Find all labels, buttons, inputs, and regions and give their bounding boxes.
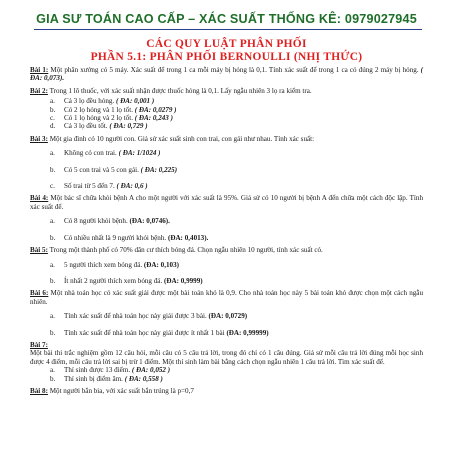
option-item: b. Thí sinh bị điểm âm. ( ĐA: 0,558 ) xyxy=(50,374,163,383)
exercise-label: Bài 2: xyxy=(30,86,48,95)
exercise-text: Một bài thi trắc nghiệm gồm 12 câu hỏi, mỗi câu có 5 câu trả lời, trong đó chỉ có 1 câu đúng. Giả sử mỗi câu trả lời đúng mỗi học sinh được 4 điểm, mỗi câu trả lời sai bị trừ 1 điểm. Một thí sinh làm bài bằng cách chọn ngẫu nhiên 1 câu trả lời. Tìm xác suất để. xyxy=(30,349,423,366)
option-item: a. Không có con trai. ( ĐA: 1/1024 ) xyxy=(50,149,161,158)
option-answer: (ĐA: 0,9999) xyxy=(164,276,203,285)
exercise-5-options xyxy=(30,261,423,286)
option-item: a. Thí sinh được 13 điểm. ( ĐA: 0,052 ) xyxy=(50,366,171,375)
exercise-label: Bài 1: xyxy=(30,66,49,74)
exercise-8 xyxy=(30,387,423,395)
exercise-text: Một người bắn bia, với xác suất bắn trúng là p=0,7 xyxy=(47,386,194,395)
option-answer: (ĐA: 0,0746). xyxy=(129,217,170,226)
exercise-4 xyxy=(30,194,423,211)
option-item: a. Cả 3 lọ đều hỏng. ( ĐA: 0,001 ) xyxy=(50,97,155,106)
tutor-banner: GIA SƯ TOÁN CAO CẤP – XÁC SUẤT THỐNG KÊ: 0979027945 xyxy=(36,12,417,26)
option-answer: ( ĐA: 0,6 ) xyxy=(116,182,148,191)
exercise-text: Trong 1 lô thuốc, với xác suất nhận được thuốc hỏng là 0,1. Lấy ngẫu nhiên 3 lọ ra kiểm tra. xyxy=(47,86,312,95)
option-item: a. Có 8 người khỏi bệnh. (ĐA: 0,0746). xyxy=(50,217,170,226)
exercise-6-options xyxy=(30,312,423,337)
option-answer: ( ĐA: 0,225) xyxy=(140,165,178,174)
option-item: b. Ít nhất 2 người thích xem bóng đá. (ĐA: 0,9999) xyxy=(50,276,203,285)
exercise-2 xyxy=(30,87,423,95)
option-item: c. Số trai từ 5 đến 7. ( ĐA: 0,6 ) xyxy=(50,182,148,191)
option-answer: ( ĐA: 0,001 ) xyxy=(116,97,155,106)
section-title: PHẦN 5.1: PHÂN PHỐI BERNOULLI (NHỊ THỨC) xyxy=(90,51,363,63)
exercise-label: Bài 6: xyxy=(30,289,49,298)
exercise-text: Một phân xưởng có 5 máy. Xác suất để trong 1 ca mỗi máy bị hỏng là 0,1. Tính xác suất để trong 1 ca có đúng 2 máy bị hỏng. xyxy=(48,66,419,74)
exercise-3-options xyxy=(30,149,423,190)
exercise-text: Một bác sĩ chữa khỏi bệnh A cho một người với xác suất là 95%. Giả sử có 10 người bị bệnh A đến chữa một cách độc lập. Tính xác suất để. xyxy=(30,194,423,211)
exercise-1 xyxy=(30,66,423,83)
option-answer: ( ĐA: 0,729 ) xyxy=(109,122,148,131)
option-item: a. 5 người thích xem bóng đá. (ĐA: 0,103) xyxy=(50,260,179,269)
exercise-text: Trong một thành phố có 70% dân cư thích bóng đá. Chọn ngẫu nhiên 10 người, tính xác suất có. xyxy=(47,246,323,255)
option-answer: (ĐA: 0,103) xyxy=(143,260,179,269)
exercise-text: Một gia đình có 10 người con. Giả sử xác suất sinh con trai, con gái như nhau. Tính xác suất: xyxy=(47,134,315,143)
exercise-text: Một nhà toán học có xác suất giải được một bài toán khó là 0,9. Cho nhà toán học này 5 bài toán khó được chọn một cách ngẫu nhiên. xyxy=(30,289,423,306)
exercise-7 xyxy=(30,341,423,366)
banner-divider xyxy=(34,29,422,30)
option-item: d. Cả 3 lọ đều tốt. ( ĐA: 0,729 ) xyxy=(50,122,148,131)
exercise-label: Bài 7: xyxy=(30,340,48,349)
option-item: a. Tính xác suất để nhà toán học này giải được 3 bài. (ĐA: 0,0729) xyxy=(50,312,248,321)
option-item: b. Có nhiều nhất là 9 người khỏi bệnh. (ĐA: 0,4013). xyxy=(50,233,209,242)
option-answer: ( ĐA: 1/1024 ) xyxy=(118,149,161,158)
exercise-6 xyxy=(30,289,423,306)
option-answer: ( ĐA: 0,558 ) xyxy=(124,374,163,383)
option-answer: ( ĐA: 0,0279 ) xyxy=(134,105,177,114)
exercise-7-options xyxy=(30,366,423,383)
exercise-2-options xyxy=(30,97,423,131)
exercise-4-options xyxy=(30,217,423,242)
exercise-label: Bài 3: xyxy=(30,134,48,143)
option-answer: ( ĐA: 0,243 ) xyxy=(134,114,173,123)
exercise-5 xyxy=(30,246,423,254)
option-answer: ( ĐA: 0,052 ) xyxy=(131,366,171,375)
exercise-3 xyxy=(30,135,423,143)
option-item: b. Có 5 con trai và 5 con gái. ( ĐA: 0,225) xyxy=(50,165,178,174)
option-item: b. Có 2 lọ hỏng và 1 lọ tốt. ( ĐA: 0,0279 ) xyxy=(50,105,177,114)
exercise-answer: ( ĐA: 0,073). xyxy=(30,66,424,83)
exercise-label: Bài 4: xyxy=(30,194,49,203)
option-item: c. Có 1 lọ hỏng và 2 lọ tốt. ( ĐA: 0,243 ) xyxy=(50,114,173,123)
exercise-label: Bài 5: xyxy=(30,246,48,255)
document-title: CÁC QUY LUẬT PHÂN PHỐI xyxy=(146,38,307,50)
option-item: b. Tính xác suất để nhà toán học này giải được ít nhất 1 bài (ĐA: 0,99999) xyxy=(50,328,269,337)
exercise-list xyxy=(30,66,423,395)
option-answer: (ĐA: 0,0729) xyxy=(208,312,248,321)
exercise-label: Bài 8: xyxy=(30,386,48,395)
option-answer: (ĐA: 0,99999) xyxy=(226,328,269,337)
option-answer: (ĐA: 0,4013). xyxy=(167,233,209,242)
